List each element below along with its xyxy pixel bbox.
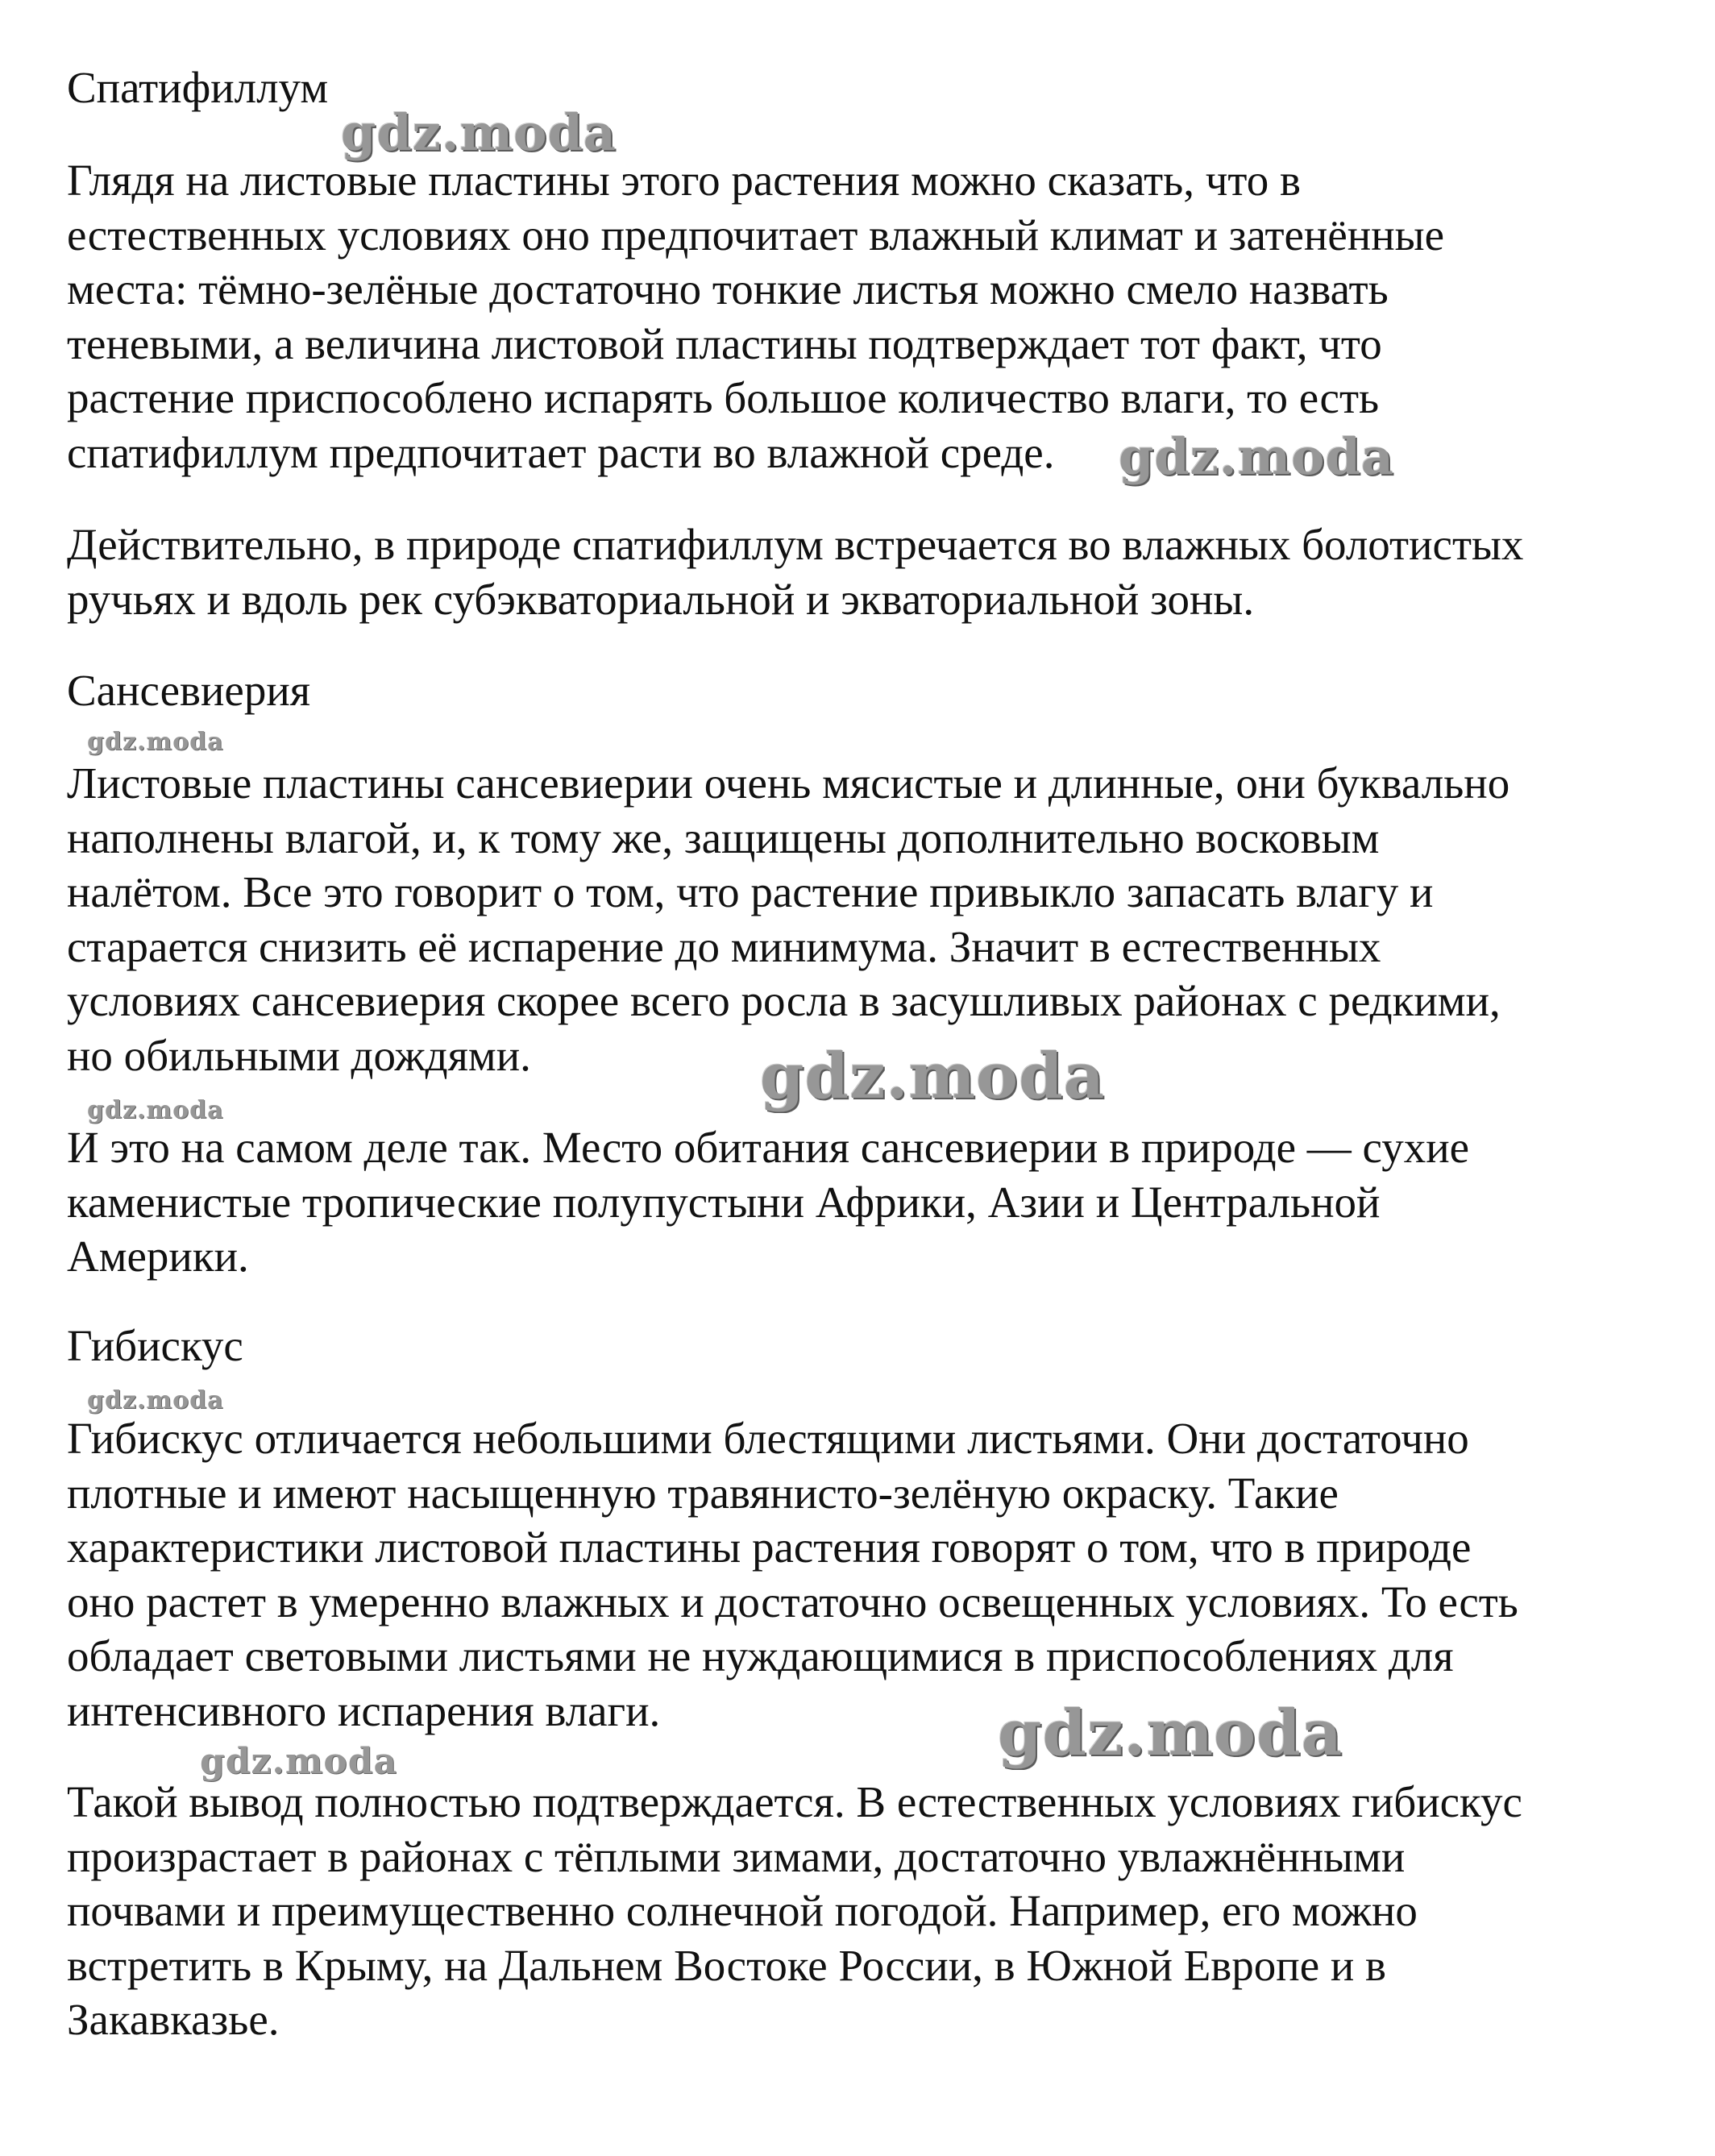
watermark: gdz.moda: [341, 103, 617, 162]
paragraph-spathiphyllum-leaves: Глядя на листовые пластины этого растения можно сказать, что в естественных условиях оно предпочитает влажный климат и затенённые места: тёмно-зелёные достаточно тонкие листья можно смело назвать теневыми, а величина листовой пластины подтверждает тот факт, что растение приспособлено испарять большое количество влаги, то есть спатифиллум предпочитает расти во влажной среде.: [67, 156, 1445, 477]
watermark: gdz.moda: [200, 1741, 398, 1782]
section-heading-spathiphyllum: Спатифиллум: [67, 63, 329, 112]
section-heading-sansevieria: Сансевиерия: [67, 666, 311, 715]
paragraph-spathiphyllum-habitat: Действительно, в природе спатифиллум встречается во влажных болотистых ручьях и вдоль рек субэкваториальной и экваториальной зоны.: [67, 520, 1524, 624]
watermark: gdz.moda: [760, 1040, 1106, 1113]
paragraph-sansevieria-habitat: И это на самом деле так. Место обитания сансевиерии в природе — сухие каменистые тропические полупустыни Африки, Азии и Центральной Америки.: [67, 1123, 1470, 1281]
watermark: gdz.moda: [87, 1386, 224, 1414]
section-heading-hibiscus: Гибискус: [67, 1321, 243, 1370]
paragraph-hibiscus-habitat: Такой вывод полностью подтверждается. В естественных условиях гибискус произрастает в районах с тёплыми зимами, достаточно увлажнёнными почвами и преимущественно солнечной погодой. Например, его можно встретить в Крыму, на Дальнем Востоке России, в Южной Европе и в Закавказье.: [67, 1777, 1522, 2044]
paragraph-sansevieria-leaves: Листовые пластины сансевиерии очень мясистые и длинные, они буквально наполнены влагой, и, к тому же, защищены дополнительно восковым налётом. Все это говорит о том, что растение привыкло запасать влагу и старается снизить её испарение до минимума. Значит в естественных условиях сансевиерия скорее всего росла в засушливых районах с редкими, но обильными дождями.: [67, 758, 1510, 1080]
watermark: gdz.moda: [998, 1697, 1343, 1770]
paragraph-hibiscus-leaves: Гибискус отличается небольшими блестящими листьями. Они достаточно плотные и имеют насыщенную травянисто-зелёную окраску. Такие характеристики листовой пластины растения говорят о том, что в природе оно растет в умеренно влажных и достаточно освещенных условиях. То есть обладает световыми листьями не нуждающимися в приспособлениях для интенсивного испарения влаги.: [67, 1414, 1518, 1735]
watermark: gdz.moda: [87, 1096, 224, 1124]
watermark: gdz.moda: [1119, 427, 1394, 486]
watermark: gdz.moda: [87, 728, 224, 756]
